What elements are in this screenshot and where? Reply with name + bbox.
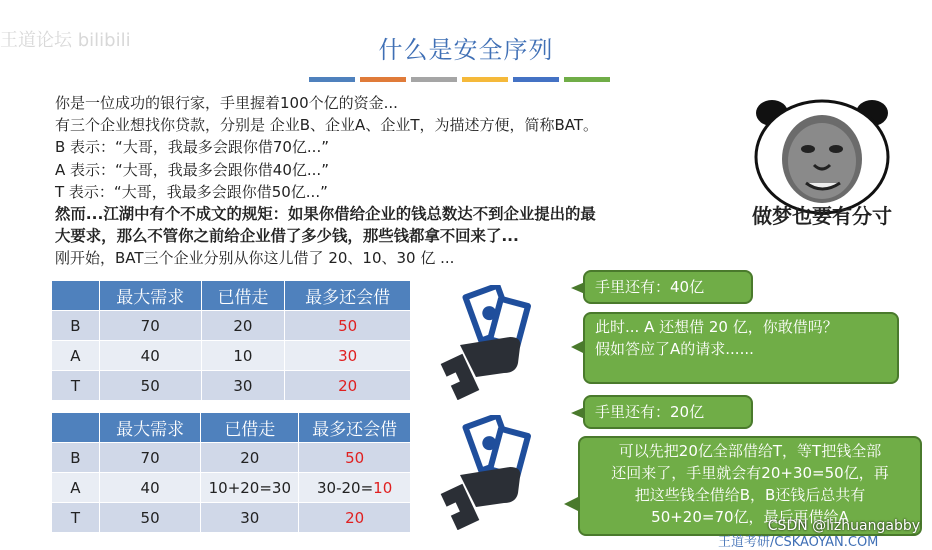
still-need [299, 473, 411, 503]
bubble-text: 手里还有：20亿 [595, 403, 705, 421]
money-hand-icon [440, 415, 540, 530]
table-row [52, 311, 411, 341]
table-header-cell [52, 413, 100, 443]
still-need-value: 20 [345, 508, 365, 527]
max-need: 40 [99, 473, 201, 503]
table-header-cell: 已借走 [201, 413, 299, 443]
still-need-value: 10 [373, 478, 393, 497]
story-line: 有三个企业想找你贷款，分别是 企业B、企业A、企业T，为描述方便，简称BAT。 [55, 116, 599, 135]
speech-bubble-money-40 [583, 270, 753, 304]
bubble-text: 手里还有：40亿 [595, 278, 705, 296]
max-need: 70 [99, 311, 201, 341]
story-line: 刚开始，BAT三个企业分别从你这儿借了 20、10、30 亿 ... [55, 249, 455, 268]
bubble-text: 假如答应了A的请求...... [595, 340, 754, 358]
rule-line: 然而...江湖中有个不成文的规矩：如果你借给企业的钱总数达不到企业提出的最 [55, 205, 596, 224]
bubble-text: 把这些钱全借给B，B还钱后总共有 [634, 486, 866, 504]
csdn-watermark: CSDN @lizhuangabby [767, 518, 920, 534]
rule-line: 大要求，那么不管你之前给企业借了多少钱，那些钱都拿不回来了... [55, 227, 519, 246]
story-text [55, 92, 735, 270]
table-row [52, 473, 411, 503]
color-segment-5 [513, 77, 559, 82]
story-line: 你是一位成功的银行家，手里握着100个亿的资金... [55, 94, 398, 112]
loan-table-initial [51, 280, 411, 401]
still-need: 20 [285, 371, 411, 401]
table-header-cell [52, 281, 100, 311]
story-line: B 表示：“大哥，我最多会跟你借70亿...” [55, 138, 329, 157]
color-segment-2 [360, 77, 406, 82]
bubble-tail [571, 340, 585, 354]
row-name: A [52, 341, 100, 371]
borrowed: 30 [201, 371, 285, 401]
loan-table-after-a [51, 412, 411, 533]
borrowed: 20 [201, 443, 299, 473]
table-header-cell: 最多还会借 [299, 413, 411, 443]
bubble-text: 50+20=70亿，最后再借给A [651, 508, 849, 526]
title-color-bar [309, 77, 610, 82]
borrowed: 30 [201, 503, 299, 533]
bubble-text: 可以先把20亿全部借给T，等T把钱全部 [618, 442, 882, 460]
borrowed: 20 [201, 311, 285, 341]
row-name: B [52, 443, 100, 473]
still-need [299, 503, 411, 533]
table-header-cell: 最大需求 [99, 413, 201, 443]
color-segment-6 [564, 77, 610, 82]
money-hand-icon [440, 285, 540, 400]
table-header-cell: 已借走 [201, 281, 285, 311]
still-need-value: 50 [345, 448, 365, 467]
row-name: T [52, 503, 100, 533]
max-need: 70 [99, 443, 201, 473]
still-need-formula: 30-20= [317, 478, 374, 497]
max-need: 50 [99, 503, 201, 533]
still-need: 30 [285, 341, 411, 371]
borrowed: 10+20=30 [201, 473, 299, 503]
table-row [52, 503, 411, 533]
table-header-cell: 最大需求 [99, 281, 201, 311]
row-name: B [52, 311, 100, 341]
table-row [52, 371, 411, 401]
bubble-tail [564, 496, 580, 512]
bottom-watermark: 王道考研/CSKAOYAN.COM [718, 535, 879, 550]
borrowed: 10 [201, 341, 285, 371]
bubble-text: 还回来了，手里就会有20+30=50亿，再 [611, 464, 889, 482]
bubble-tail [571, 407, 585, 419]
still-need: 50 [285, 311, 411, 341]
meme-caption: 做梦也要有分寸 [752, 204, 892, 228]
table-header-cell: 最多还会借 [285, 281, 411, 311]
table-row [52, 443, 411, 473]
row-name: T [52, 371, 100, 401]
table-row [52, 341, 411, 371]
bubble-text: 此时... A 还想借 20 亿，你敢借吗？ [595, 318, 838, 336]
max-need: 50 [99, 371, 201, 401]
speech-bubble-money-20 [583, 395, 753, 429]
max-need: 40 [99, 341, 201, 371]
watermark-logo: 王道论坛 bilibili [0, 30, 131, 51]
story-line: A 表示：“大哥，我最多会跟你借40亿...” [55, 160, 329, 179]
speech-bubble-question [583, 312, 899, 384]
color-segment-1 [309, 77, 355, 82]
still-need [299, 443, 411, 473]
color-segment-3 [411, 77, 457, 82]
color-segment-4 [462, 77, 508, 82]
row-name: A [52, 473, 100, 503]
page-title: 什么是安全序列 [378, 36, 554, 64]
bubble-tail [571, 282, 585, 294]
story-line: T 表示：“大哥，我最多会跟你借50亿...” [55, 182, 328, 201]
